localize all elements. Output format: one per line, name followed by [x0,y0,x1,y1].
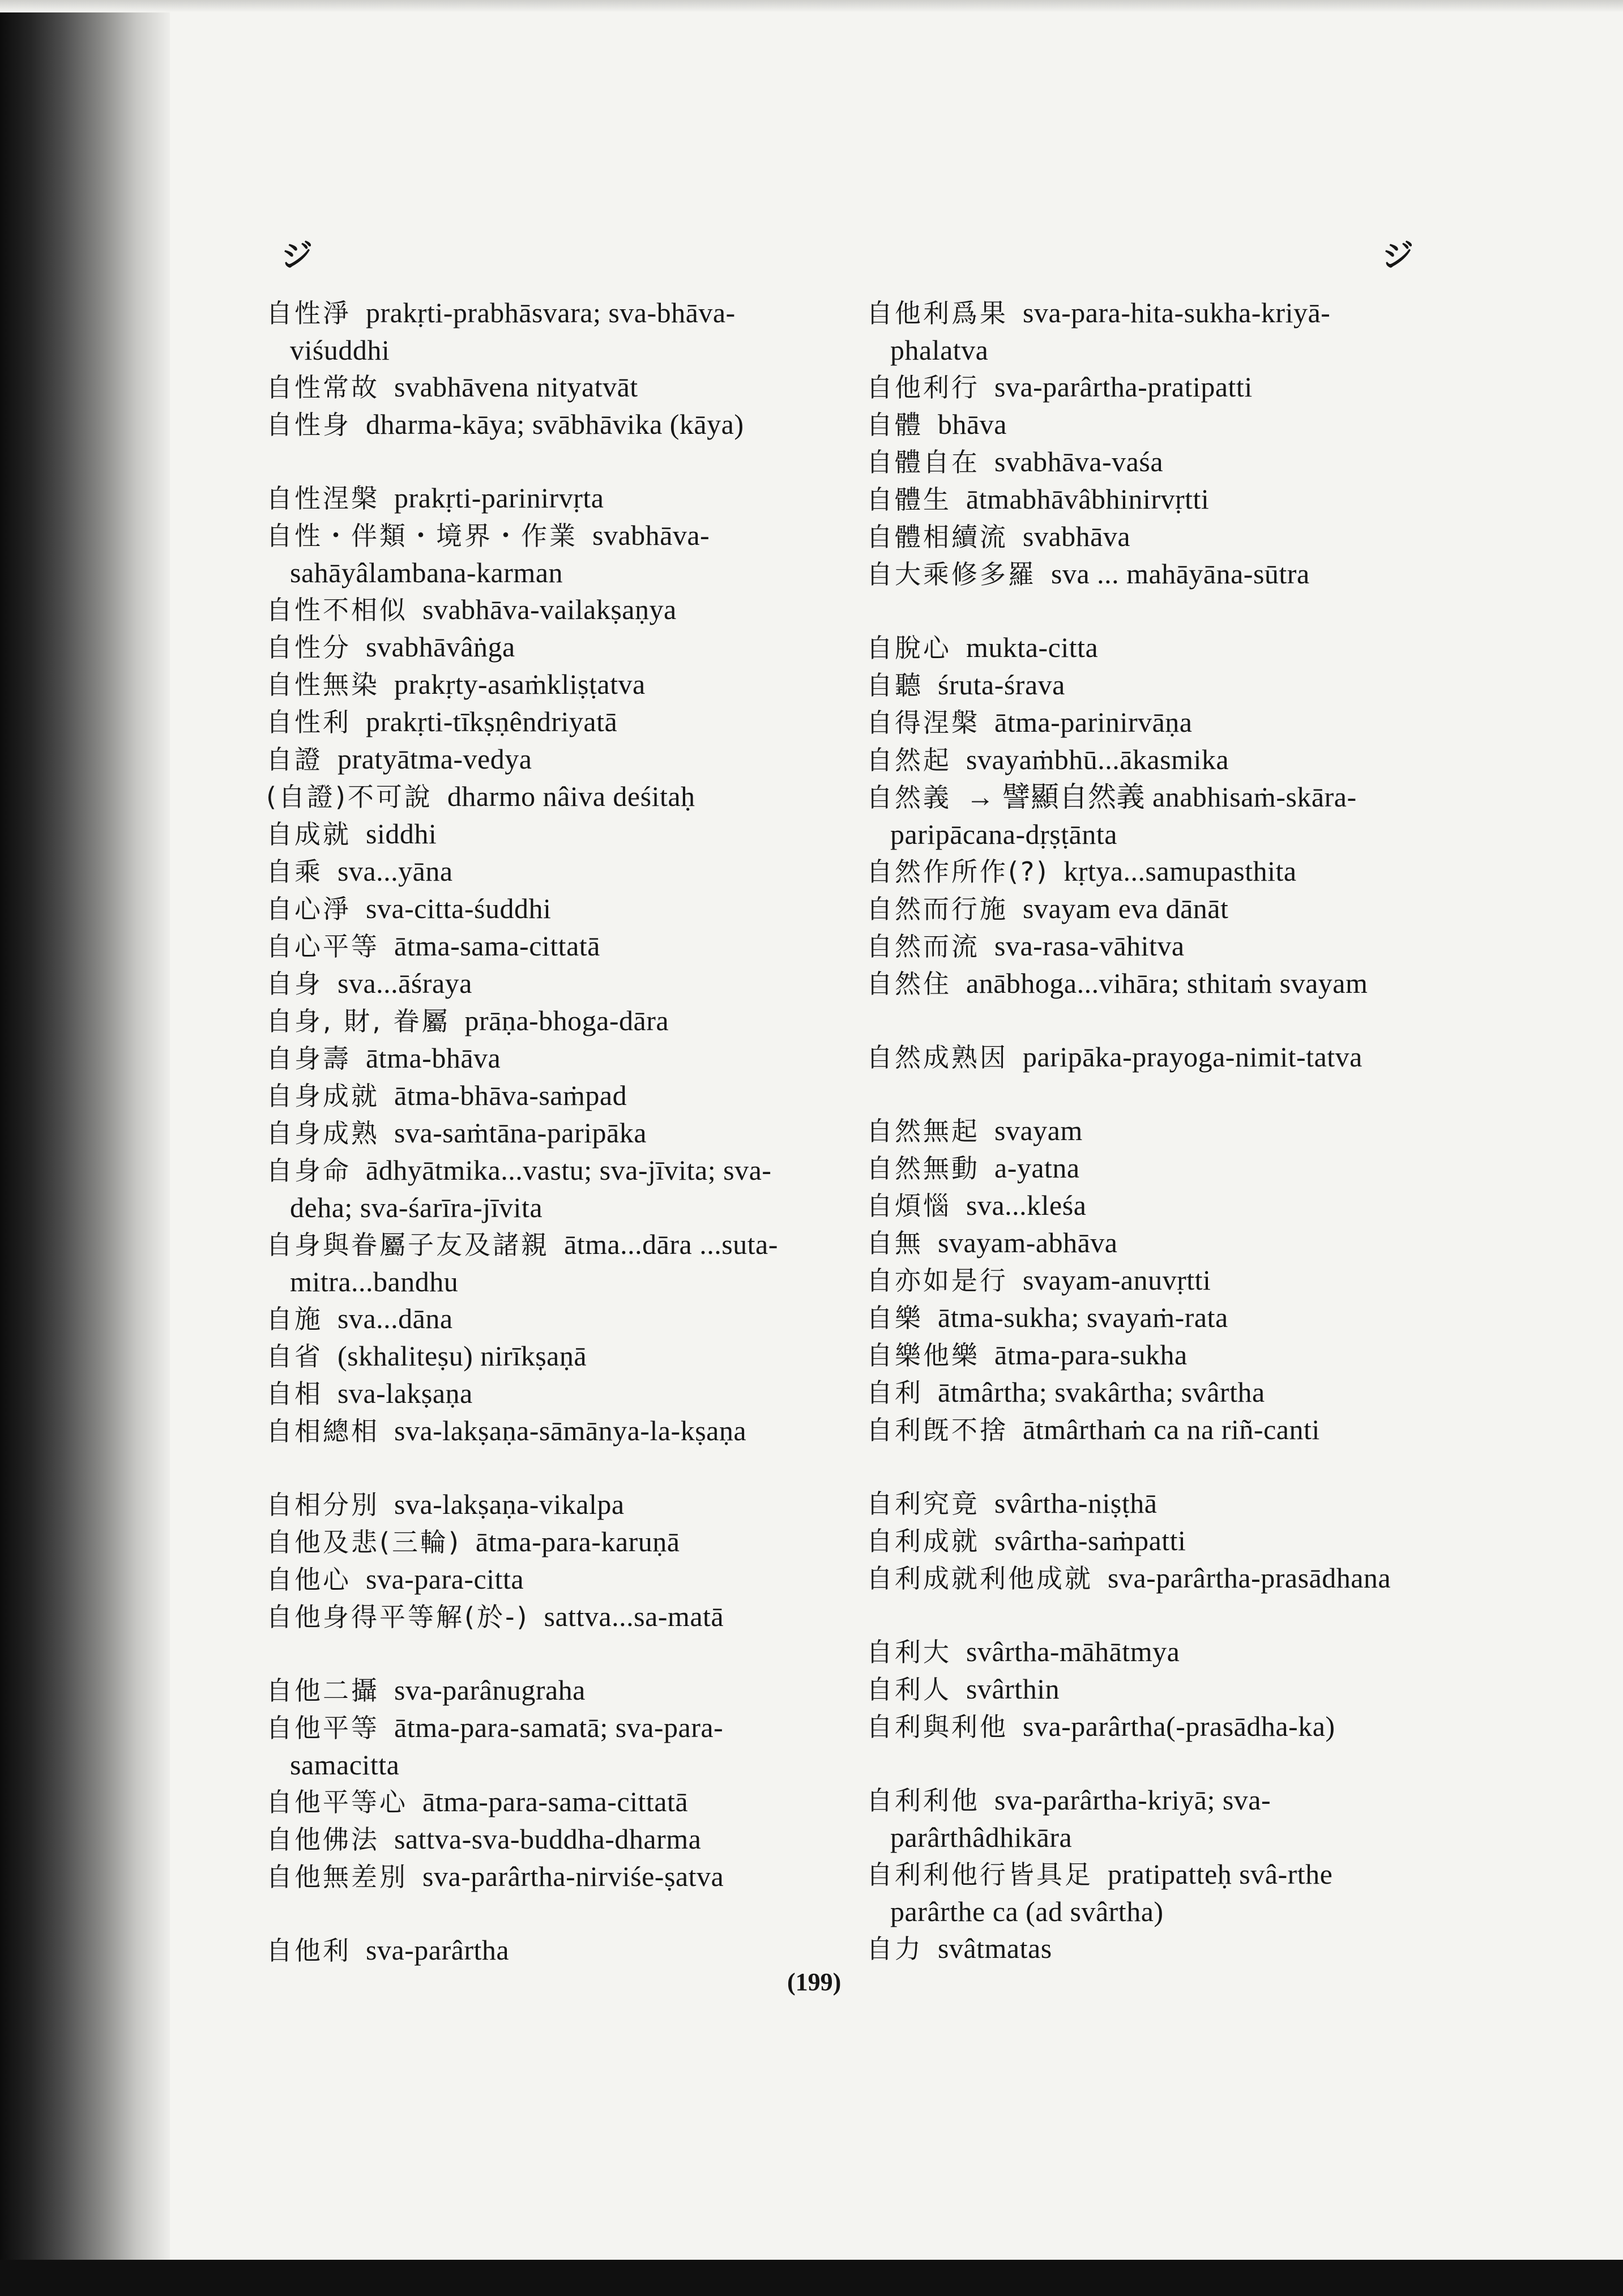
right-column [866,295,1410,1968]
entry-sanskrit: sva-parârtha(-prasādha-ka) [1023,1710,1335,1742]
entry-term: 自利利他行皆具足 [866,1859,1093,1890]
entry-term: 自身壽 [266,1043,351,1074]
entry-term: 自利與利他 [866,1712,1008,1742]
dictionary-entry [866,556,1410,629]
dictionary-entry [266,816,810,853]
entry-sanskrit: sva-rasa-vāhitva [994,930,1185,962]
entry-sanskrit: ātma-parinirvāṇa [994,706,1193,738]
dictionary-entry [866,1560,1410,1633]
entry-term: 自性常故 [266,372,379,403]
entry-sanskrit: ātma-para-sama-cittatā [422,1786,689,1817]
entry-term: 自他及悲(三輪) [266,1527,461,1557]
dictionary-entry [866,1930,1410,1968]
entry-term: 自他心 [266,1564,351,1595]
dictionary-entry [266,629,810,666]
dictionary-entry [266,1338,810,1375]
dictionary-entry [266,965,810,1002]
dictionary-entry [266,1152,810,1226]
entry-sanskrit: sattva...sa-matā [544,1601,724,1632]
dictionary-entry [266,666,810,703]
entry-sanskrit: ātma-sama-cittatā [394,930,600,962]
dictionary-entry [866,1411,1410,1485]
entry-sanskrit: prakṛti-tīkṣṇêndriyatā [366,706,618,737]
entry-term: 自利 [866,1377,923,1408]
dictionary-entry [866,928,1410,965]
entry-term: 自相 [266,1379,323,1409]
entry-sanskrit: ātma-para-samatā; sva-para-samacitta [290,1712,724,1781]
entry-term: 自然住 [866,968,951,999]
dictionary-entry [266,1486,810,1523]
entry-term: 自利大 [866,1637,951,1667]
dictionary-entry [866,667,1410,704]
entry-sanskrit: sva-lakṣaṇa [338,1377,473,1409]
entry-term: 自然無動 [866,1153,980,1184]
entry-term: 自利成就利他成就 [866,1563,1093,1594]
entry-sanskrit: sva-parârtha-pratipatti [994,371,1253,403]
dictionary-entry [266,741,810,778]
entry-term: 自心平等 [266,931,379,962]
running-head-right: ジ [1382,238,1413,275]
entry-sanskrit: svabhāvâṅga [366,631,515,663]
entry-term: 自身命 [266,1155,351,1186]
entry-term: 自煩惱 [866,1190,951,1221]
dictionary-entry [866,518,1410,556]
dictionary-entry [866,1485,1410,1522]
entry-term: 自身成就 [266,1081,379,1111]
dictionary-entry [266,1783,810,1821]
entry-sanskrit: ātma-bhāva [366,1042,501,1074]
entry-term: 自性不相似 [266,595,408,625]
dictionary-entry [866,704,1410,741]
entry-term: 自他二攝 [266,1675,379,1706]
entry-term: 自身 [266,968,323,999]
entry-sanskrit: ātmabhāvâbhinirvṛtti [966,483,1210,515]
entry-sanskrit: a-yatna [994,1152,1080,1184]
entry-term: 自體生 [866,484,951,515]
dictionary-entry [866,1522,1410,1560]
entry-sanskrit: sva ... mahāyāna-sūtra [1051,558,1310,590]
entry-term: 自體相續流 [866,522,1008,552]
dictionary-entry [866,1782,1410,1856]
entry-term: 自性利 [266,707,351,737]
dictionary-entry [866,1633,1410,1671]
dictionary-entry [266,1598,810,1672]
dictionary-entry [266,1226,810,1300]
entry-sanskrit: sva-saṁtāna-paripāka [394,1117,647,1149]
entry-sanskrit: sva-parânugraha [394,1674,586,1706]
entry-term: 自然而流 [866,931,980,962]
entry-sanskrit: svabhāva-sahāyâlambana-karman [290,519,710,588]
entry-sanskrit: sva...kleśa [966,1189,1087,1221]
dictionary-entry [266,1672,810,1709]
entry-term: 自他利 [266,1935,351,1966]
dictionary-entry [866,1856,1410,1930]
dictionary-entry [266,591,810,629]
entry-term: 自相分別 [266,1490,379,1520]
dictionary-entry [266,406,810,480]
entry-sanskrit: prakṛty-asaṁkliṣṭatva [394,668,646,700]
dictionary-entry [266,1709,810,1783]
entry-sanskrit: sva-parârtha [366,1934,510,1966]
entry-term: 自證 [266,744,323,775]
entry-sanskrit: svabhāvena nityatvāt [394,371,638,403]
entry-term: 自他平等心 [266,1787,408,1817]
entry-sanskrit: svârtha-māhātmya [966,1636,1180,1667]
entry-term: (自證)不可說 [266,782,433,812]
dictionary-entry [266,1375,810,1412]
dictionary-entry [866,741,1410,779]
dictionary-entry [266,853,810,890]
entry-sanskrit: → 譬顯自然義 anabhisaṁ-skāra-paripācana-dṛṣṭānta [890,781,1357,850]
entry-sanskrit: paripāka-prayoga-nimit-tatva [1023,1041,1363,1073]
dictionary-entry [266,1300,810,1338]
entry-term: 自然義 [866,782,951,813]
entry-sanskrit: ātma-bhāva-saṁpad [394,1079,627,1111]
entry-term: 自力 [866,1934,923,1964]
dictionary-entry [866,890,1410,928]
entry-term: 自施 [266,1304,323,1334]
entry-sanskrit: (skhaliteṣu) nirīkṣaṇā [338,1340,587,1372]
entry-term: 自成就 [266,819,351,850]
dictionary-entry [266,1821,810,1858]
entry-sanskrit: svabhāva-vaśa [994,446,1164,477]
entry-sanskrit: svayam [994,1115,1083,1146]
entry-sanskrit: kṛtya...samupasthita [1064,855,1297,887]
entry-sanskrit: sva...dāna [338,1303,453,1334]
dictionary-entry [866,1299,1410,1337]
entry-term: 自樂 [866,1303,923,1333]
entry-term: 自乘 [266,856,323,887]
entry-term: 自性身 [266,409,351,440]
entry-term: 自聽 [866,670,923,701]
dictionary-entry [266,1077,810,1115]
entry-term: 自利旣不捨 [866,1415,1008,1445]
dictionary-entry [266,1523,810,1561]
entry-sanskrit: sva-para-citta [366,1563,524,1595]
entry-sanskrit: svayam-anuvṛtti [1023,1264,1211,1296]
entry-sanskrit: pratyātma-vedya [338,743,532,775]
dictionary-entry [866,1039,1410,1112]
entry-sanskrit: bhāva [938,408,1007,440]
entry-term: 自身, 財, 眷屬 [266,1006,450,1036]
entry-sanskrit: ātma...dāra ...suta-mitra...bandhu [290,1228,778,1298]
entry-term: 自然成熟因 [866,1042,1008,1073]
entry-term: 自身與眷屬子友及諸親 [266,1230,549,1260]
entry-sanskrit: sattva-sva-buddha-dharma [394,1823,702,1855]
entry-sanskrit: prakṛti-parinirvṛta [394,482,604,514]
dictionary-entry [866,853,1410,890]
entry-term: 自相總相 [266,1416,379,1446]
entry-term: 自性涅槃 [266,483,379,514]
dictionary-entry [266,369,810,406]
dictionary-entry [866,481,1410,518]
entry-sanskrit: svâtmatas [938,1932,1052,1964]
entry-sanskrit: svayam-abhāva [938,1227,1118,1258]
entry-sanskrit: ādhyātmika...vastu; sva-jīvita; sva-deha; sva-śarīra-jīvita [290,1154,772,1223]
entry-sanskrit: prāṇa-bhoga-dāra [464,1005,669,1036]
entry-term: 自利人 [866,1674,951,1705]
entry-sanskrit: sva-lakṣaṇa-vikalpa [394,1488,625,1520]
dictionary-entry [866,1150,1410,1187]
dictionary-entry [266,703,810,741]
page-number: (199) [787,1968,842,1996]
dictionary-entry [266,1858,810,1932]
entry-sanskrit: sva-citta-śuddhi [366,893,552,924]
bottom-edge-shadow [0,2260,1623,2296]
top-edge-shadow [0,0,1623,12]
dictionary-entry [266,295,810,369]
entry-sanskrit: ātma-sukha; svayaṁ-rata [938,1301,1228,1333]
dictionary-entry [866,1671,1410,1708]
entry-sanskrit: svayaṁbhū...ākasmika [966,744,1229,775]
entry-sanskrit: svayam eva dānāt [1023,893,1229,924]
entry-sanskrit: sva...āśraya [338,967,472,999]
running-head-left: ジ [281,238,313,275]
dictionary-entry [266,480,810,517]
dictionary-entry [866,1374,1410,1411]
entry-sanskrit: sva-parârtha-nirviśe-ṣatva [422,1860,724,1892]
dictionary-entry [866,369,1410,406]
dictionary-entry [266,928,810,965]
entry-term: 自亦如是行 [866,1265,1008,1296]
dictionary-entry [866,443,1410,481]
entry-term: 自他平等 [266,1713,379,1743]
entry-sanskrit: pratipatteḥ svâ-rthe parârthe ca (ad svârtha) [890,1858,1333,1927]
dictionary-entry [266,1412,810,1486]
entry-sanskrit: sva-para-hita-sukha-kriyā-phalatva [890,297,1331,366]
dictionary-entry [266,1040,810,1077]
dictionary-entry [866,1708,1410,1782]
entry-term: 自他無差別 [266,1862,408,1892]
dictionary-entry [866,965,1410,1039]
entry-sanskrit: ātmârtha; svakârtha; svârtha [938,1376,1265,1408]
dictionary-entry [266,1561,810,1598]
entry-term: 自性分 [266,632,351,663]
entry-sanskrit: svârthin [966,1673,1060,1705]
entry-sanskrit: anābhoga...vihāra; sthitaṁ svayam [966,967,1368,999]
dictionary-entry [266,517,810,591]
entry-term: 自身成熟 [266,1118,379,1149]
entry-term: 自脫心 [866,633,951,663]
entry-term: 自無 [866,1228,923,1258]
entry-term: 自樂他樂 [866,1340,980,1371]
entry-term: 自心淨 [266,894,351,924]
dictionary-entry [866,1337,1410,1374]
entry-term: 自然無起 [866,1116,980,1146]
entry-term: 自利利他 [866,1785,980,1816]
dictionary-entry [266,1115,810,1152]
entry-term: 自性淨 [266,298,351,328]
dictionary-entry [866,406,1410,443]
dictionary-entry [866,1262,1410,1299]
entry-sanskrit: siddhi [366,818,437,850]
dictionary-entry [866,1187,1410,1224]
entry-sanskrit: sva-lakṣaṇa-sāmānya-la-kṣaṇa [394,1415,747,1446]
entry-term: 自他佛法 [266,1824,379,1855]
entry-sanskrit: ātma-para-sukha [994,1339,1188,1371]
entry-sanskrit: svabhāva [1023,520,1131,552]
dictionary-entry [866,779,1410,853]
entry-term: 自省 [266,1341,323,1372]
dictionary-entry [266,1002,810,1040]
dictionary-entry [866,1224,1410,1262]
entry-term: 自利成就 [866,1526,980,1556]
entry-term: 自然而行施 [866,894,1008,924]
entry-term: 自性無染 [266,669,379,700]
entry-term: 自性・伴類・境界・作業 [266,520,578,551]
entry-term: 自他利爲果 [866,298,1008,328]
entry-term: 自他利行 [866,372,980,403]
entry-term: 自體 [866,409,923,440]
entry-term: 自然作所作(?) [866,856,1049,887]
entry-sanskrit: svârtha-niṣṭhā [994,1487,1158,1519]
entry-sanskrit: śruta-śrava [938,669,1065,701]
entry-sanskrit: sva...yāna [338,855,453,887]
entry-sanskrit: sva-parârtha-prasādhana [1108,1562,1391,1594]
entry-sanskrit: svârtha-saṁpatti [994,1525,1186,1556]
entry-term: 自利究竟 [866,1488,980,1519]
entry-sanskrit: sva-parârtha-kriyā; sva-parârthâdhikāra [890,1784,1271,1853]
entry-sanskrit: mukta-citta [966,631,1099,663]
entry-sanskrit: prakṛti-prabhāsvara; sva-bhāva-viśuddhi [290,297,736,366]
entry-sanskrit: ātma-para-karuṇā [475,1526,680,1557]
entry-term: 自體自在 [866,447,980,477]
dictionary-entry [266,890,810,928]
entry-sanskrit: ātmârthaṁ ca na riñ-canti [1023,1414,1320,1445]
dictionary-entry [266,1932,810,1969]
entry-sanskrit: dharmo nâiva deśitaḥ [447,780,695,812]
dictionary-entry [866,629,1410,667]
left-column [266,295,810,1969]
entry-term: 自然起 [866,745,951,775]
dictionary-entry [266,778,810,816]
entry-sanskrit: svabhāva-vailakṣaṇya [422,594,677,625]
dictionary-entry [866,295,1410,369]
book-gutter-shadow [0,0,170,2296]
entry-term: 自大乘修多羅 [866,559,1036,590]
dictionary-entry [866,1112,1410,1150]
entry-sanskrit: dharma-kāya; svābhāvika (kāya) [366,408,744,440]
entry-term: 自得涅槃 [866,707,980,738]
entry-term: 自他身得平等解(於-) [266,1602,529,1632]
